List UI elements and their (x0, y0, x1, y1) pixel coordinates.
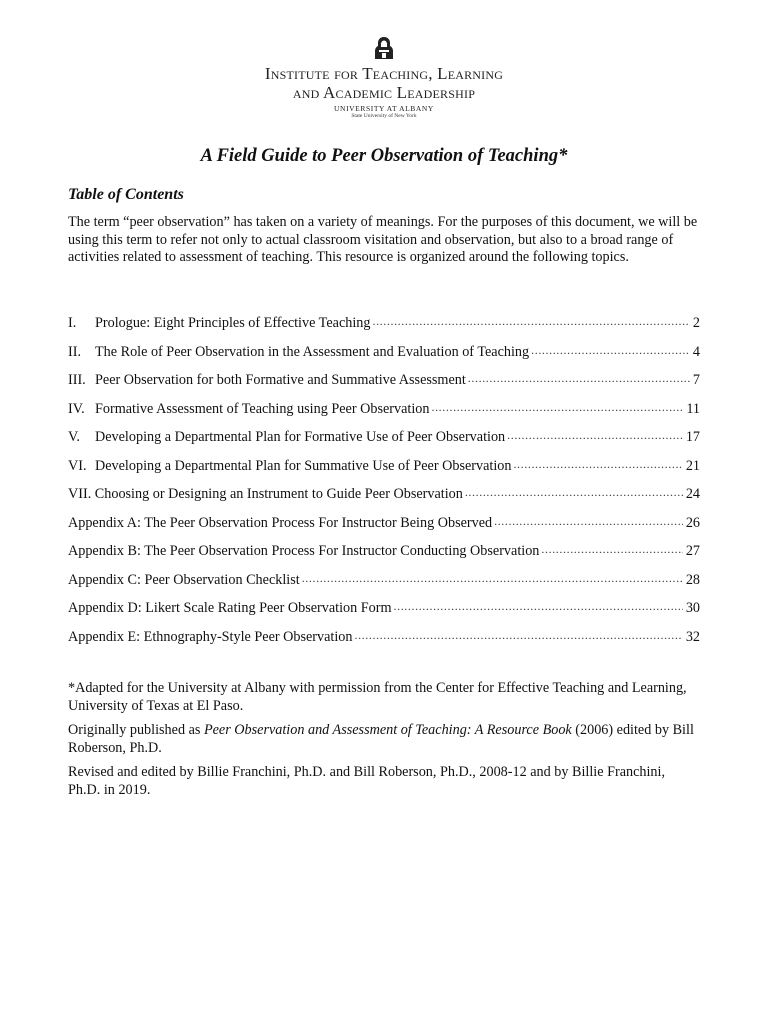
toc-entry-page: 26 (685, 514, 700, 531)
toc-heading: Table of Contents (68, 186, 184, 203)
toc-entry-title: The Role of Peer Observation in the Assessment and Evaluation of Teaching (95, 343, 530, 360)
published-book-title: Peer Observation and Assessment of Teaching: A Resource Book (203, 722, 572, 739)
institute-seal-icon (373, 36, 395, 60)
footnotes (68, 680, 700, 807)
document-title: A Field Guide to Peer Observation of Teaching* (200, 146, 568, 166)
toc-entry[interactable] (68, 456, 700, 485)
table-of-contents (68, 313, 700, 655)
adapted-note: *Adapted for the University at Albany with permission from the Center for Effective Teaching and Learning, University of Texas at El Paso. (68, 680, 687, 714)
toc-entry-title: Appendix E: Ethnography-Style Peer Observation (68, 628, 353, 645)
toc-entry-title: Appendix D: Likert Scale Rating Peer Observation Form (68, 600, 392, 617)
toc-dot-leader (394, 598, 683, 612)
toc-entry-number: IV. (68, 400, 85, 417)
toc-entry-number: VI. (68, 457, 87, 474)
toc-entry-title: Appendix C: Peer Observation Checklist (68, 571, 300, 588)
toc-dot-leader (513, 456, 682, 470)
toc-entry[interactable] (68, 427, 700, 456)
toc-dot-leader (507, 427, 683, 441)
toc-entry-page: 28 (685, 571, 700, 588)
toc-entry-page: 4 (692, 343, 700, 360)
toc-entry[interactable] (68, 627, 700, 656)
toc-entry-title: VII. Choosing or Designing an Instrument to Guide Peer Observation (68, 486, 463, 503)
toc-entry-page: 17 (685, 429, 700, 446)
toc-entry[interactable] (68, 484, 700, 513)
toc-entry[interactable] (68, 342, 700, 371)
university-name: UNIVERSITY AT ALBANY (334, 104, 434, 113)
toc-entry[interactable] (68, 598, 700, 627)
toc-dot-leader (354, 627, 682, 641)
toc-dot-leader (431, 399, 683, 413)
toc-entry-page: 32 (685, 628, 700, 645)
toc-entry-number: II. (68, 343, 81, 360)
toc-dot-leader (465, 484, 683, 498)
published-prefix: Originally published as (68, 722, 204, 739)
toc-entry[interactable] (68, 570, 700, 599)
toc-entry-title: Formative Assessment of Teaching using Peer Observation (95, 400, 430, 417)
revised-note: Revised and edited by Billie Franchini, Ph.D. and Bill Roberson, Ph.D., 2008-12 and by Billie Franchini, Ph.D. in 2019. (68, 764, 665, 798)
toc-entry-page: 24 (685, 486, 700, 503)
toc-entry-number: III. (68, 372, 86, 389)
intro-paragraph: The term “peer observation” has taken on a variety of meanings. For the purposes of this document, we will be using this term to refer not only to actual classroom visitation and observation, but also to a broad range of activities related to assessment of teaching. This resource is organized around the following topics. (68, 214, 698, 266)
toc-entry[interactable] (68, 370, 700, 399)
toc-entry-page: 7 (692, 372, 700, 389)
toc-entry[interactable] (68, 399, 700, 428)
published-note (68, 722, 700, 757)
institute-name-line2: and Academic Leadership (292, 83, 476, 102)
toc-entry-title: Developing a Departmental Plan for Formative Use of Peer Observation (95, 429, 506, 446)
published-suffix: (2006) edited by Bill Roberson, Ph.D. (68, 722, 694, 756)
toc-entry-page: 21 (685, 457, 700, 474)
toc-dot-leader (372, 313, 689, 327)
toc-dot-leader (531, 342, 690, 356)
toc-entry-title: Appendix A: The Peer Observation Process For Instructor Being Observed (68, 514, 493, 531)
toc-entry-page: 27 (685, 543, 700, 560)
toc-dot-leader (494, 513, 683, 527)
suny-name: State University of New York (351, 113, 417, 119)
toc-entry-number: V. (68, 429, 80, 446)
institute-name-line1: Institute for Teaching, Learning (264, 64, 504, 83)
toc-entry-page: 2 (692, 315, 700, 332)
toc-entry-number: I. (68, 315, 77, 332)
toc-dot-leader (468, 370, 690, 384)
toc-dot-leader (302, 570, 683, 584)
toc-entry[interactable] (68, 541, 700, 570)
toc-entry-title: Peer Observation for both Formative and Summative Assessment (95, 372, 466, 389)
toc-entry-page: 30 (685, 600, 700, 617)
toc-entry[interactable] (68, 313, 700, 342)
toc-entry[interactable] (68, 513, 700, 542)
toc-entry-page: 11 (686, 400, 700, 417)
toc-entry-title: Prologue: Eight Principles of Effective Teaching (95, 315, 371, 332)
toc-entry-title: Appendix B: The Peer Observation Process For Instructor Conducting Observation (68, 543, 540, 560)
institute-logo (0, 36, 768, 120)
toc-entry-title: Developing a Departmental Plan for Summative Use of Peer Observation (95, 457, 512, 474)
toc-dot-leader (541, 541, 682, 555)
